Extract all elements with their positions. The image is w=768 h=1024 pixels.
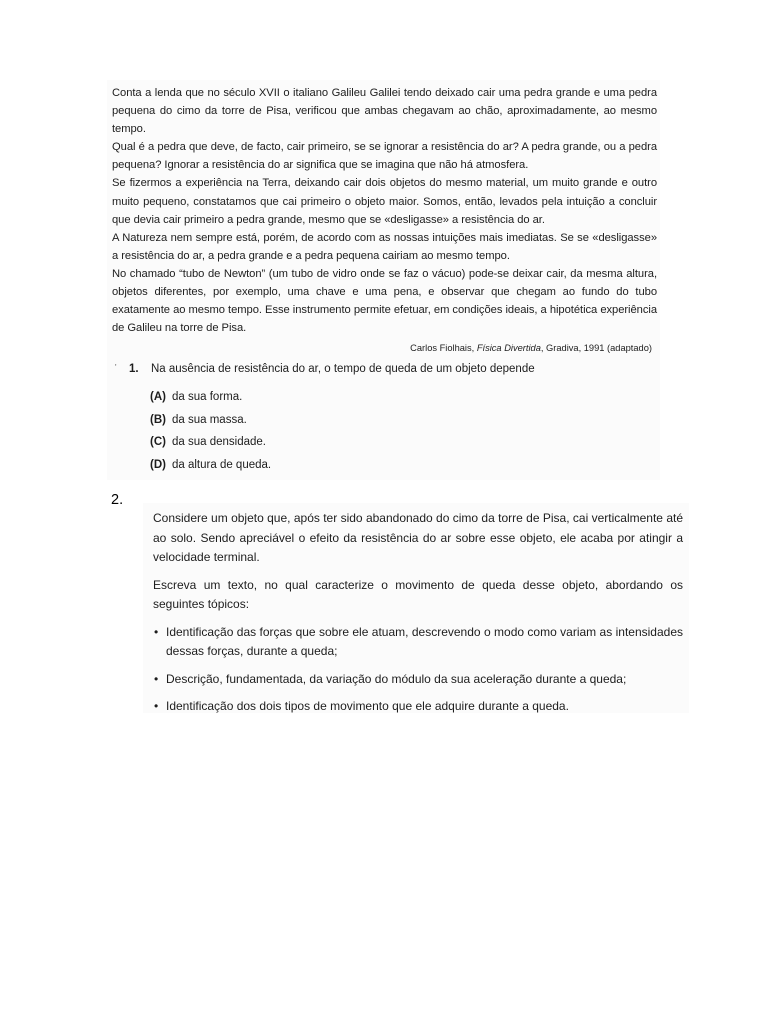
question-1-stem: Na ausência de resistência do ar, o tempo de queda de um objeto depende bbox=[151, 363, 535, 375]
question-2 bbox=[153, 509, 683, 725]
passage-paragraph: A Natureza nem sempre está, porém, de acordo com as nossas intuições mais imediatas. Se se «desligasse» a resistência do ar, a pedra grande e a pedra pequena cairiam ao mesmo tempo. bbox=[112, 231, 657, 262]
answer-option-d[interactable] bbox=[150, 459, 271, 482]
option-letter: (B) bbox=[150, 413, 166, 426]
answer-option-a[interactable] bbox=[150, 391, 271, 414]
passage-scan-block bbox=[107, 80, 660, 480]
topic-item: • Identificação dos dois tipos de movimento que ele adquire durante a queda. bbox=[153, 697, 683, 717]
option-letter: (C) bbox=[150, 436, 166, 448]
option-text: da sua forma. bbox=[172, 391, 243, 403]
option-letter: (D) bbox=[150, 458, 166, 471]
topic-item: • Descrição, fundamentada, da variação do módulo da sua aceleração durante a queda; bbox=[153, 670, 683, 690]
answer-option-c[interactable] bbox=[150, 436, 271, 459]
scan-mark: ' bbox=[115, 363, 117, 372]
topic-list bbox=[153, 623, 683, 717]
option-letter: (A) bbox=[150, 391, 166, 403]
question-2-scan-block bbox=[143, 503, 689, 713]
question-1-number: 1. bbox=[129, 363, 139, 375]
answer-option-b[interactable] bbox=[150, 414, 271, 437]
reading-passage bbox=[112, 84, 657, 337]
passage-paragraph: Qual é a pedra que deve, de facto, cair primeiro, se se ignorar a resistência do ar? A pedra grande, ou a pedra pequena? Ignorar a resistência do ar significa que se imagina que não há atmosfera. bbox=[112, 141, 657, 172]
option-text: da sua massa. bbox=[172, 413, 247, 426]
option-text: da altura de queda. bbox=[172, 458, 272, 471]
source-citation bbox=[410, 342, 652, 354]
citation-author: Carlos Fiolhais, bbox=[410, 343, 477, 353]
question-2-intro: Considere um objeto que, após ter sido abandonado do cimo da torre de Pisa, cai verticalmente até ao solo. Sendo apreciável o efeito da resistência do ar sobre esse objeto, ele acaba por atingir a velocidade terminal. bbox=[153, 511, 683, 564]
question-2-instruction: Escreva um texto, no qual caracterize o movimento de queda desse objeto, abordando os seguintes tópicos: bbox=[153, 577, 683, 611]
citation-title: Física Divertida bbox=[476, 343, 541, 353]
passage-paragraph: Conta a lenda que no século XVII o italiano Galileu Galilei tendo deixado cair uma pedra grande e uma pedra pequena do cimo da torre de Pisa, verificou que ambas chegavam ao chão, aproximadamente, ao mesmo tempo. bbox=[112, 87, 657, 136]
option-text: da sua densidade. bbox=[172, 436, 266, 448]
question-2-number: 2. bbox=[111, 492, 124, 508]
topic-item: • Identificação das forças que sobre ele atuam, descrevendo o modo como variam as intensidades dessas forças, durante a queda; bbox=[153, 623, 683, 662]
answer-options bbox=[150, 391, 271, 481]
passage-paragraph: No chamado “tubo de Newton” (um tubo de vidro onde se faz o vácuo) pode-se deixar cair, da mesma altura, objetos diferentes, por exemplo, uma chave e uma pena, e observar que chegam ao fundo do tubo exatamente ao mesmo tempo. Esse instrumento permite efetuar, em condições ideais, a hipotética experiência de Galileu na torre de Pisa. bbox=[112, 267, 657, 335]
passage-paragraph: Se fizermos a experiência na Terra, deixando cair dois objetos do mesmo material, um muito grande e outro muito pequeno, constatamos que cai primeiro o objeto maior. Somos, então, levados pela intuição a concluir que devia cair primeiro a pedra grande, mesmo que se «desligasse» a resistência do ar. bbox=[112, 177, 657, 226]
citation-details: , Gradiva, 1991 (adaptado) bbox=[540, 343, 652, 353]
